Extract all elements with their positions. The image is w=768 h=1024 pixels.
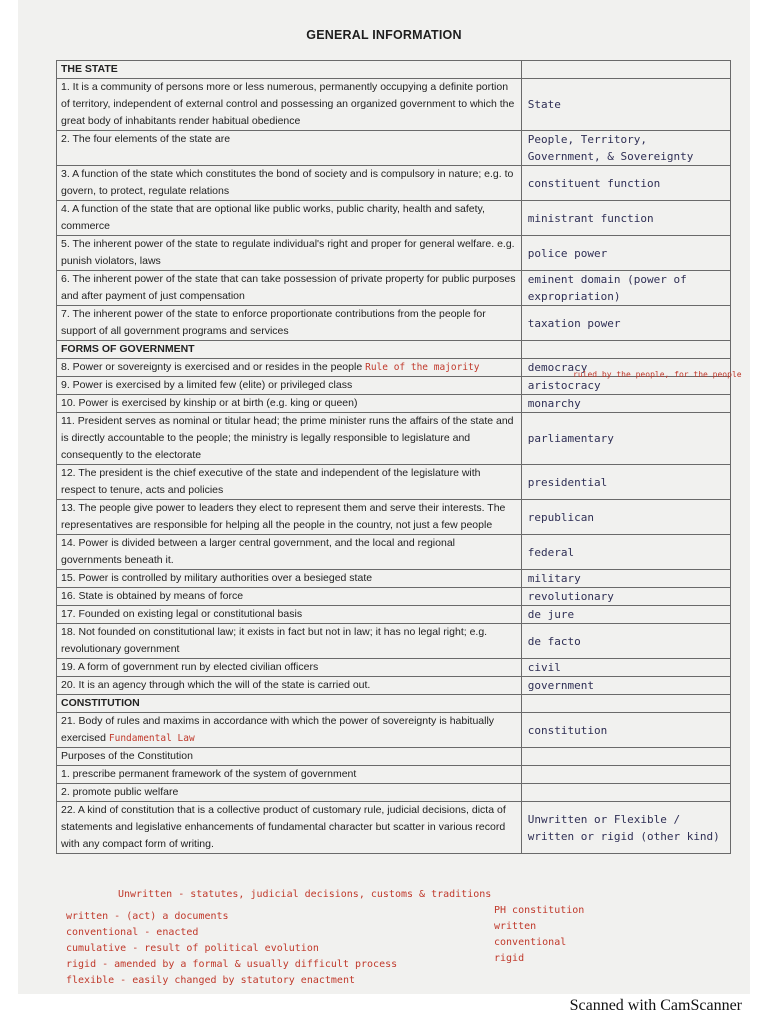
table-row bbox=[57, 79, 731, 131]
table-row bbox=[57, 306, 731, 341]
question-cell bbox=[57, 306, 522, 341]
table-row bbox=[57, 606, 731, 624]
table-row bbox=[57, 570, 731, 588]
table-row bbox=[57, 271, 731, 306]
question-cell bbox=[57, 166, 522, 201]
question-cell bbox=[57, 500, 522, 535]
answer-cell: monarchy bbox=[521, 395, 730, 413]
table-row bbox=[57, 659, 731, 677]
question-cell bbox=[57, 766, 522, 784]
question-text: 10. Power is exercised by kinship or at birth (e.g. king or queen) bbox=[61, 397, 358, 409]
question-cell bbox=[57, 677, 522, 695]
question-cell bbox=[57, 713, 522, 748]
question-cell bbox=[57, 535, 522, 570]
question-cell bbox=[57, 588, 522, 606]
handwritten-right-note: conventional bbox=[494, 937, 567, 948]
question-text: 3. A function of the state which constitutes the bond of society and is compulsory in nature; e.g. to govern, to protect, regulate relations bbox=[61, 168, 514, 197]
answer-cell: de jure bbox=[521, 606, 730, 624]
answer-cell: People, Territory, Government, & Sovereignty bbox=[521, 131, 730, 166]
answer-cell bbox=[521, 341, 730, 359]
table-row bbox=[57, 236, 731, 271]
question-text: 11. President serves as nominal or titular head; the prime minister runs the affairs of the state and is directly accountable to the people; the ministry is legally responsible to legislature and consequently to the electorate bbox=[61, 415, 514, 461]
table-row bbox=[57, 413, 731, 465]
handwritten-left-note: written - (act) a documents bbox=[66, 911, 229, 922]
question-text: 2. promote public welfare bbox=[61, 786, 179, 798]
table-row bbox=[57, 677, 731, 695]
answer-cell: government bbox=[521, 677, 730, 695]
question-text: 5. The inherent power of the state to regulate individual's right and proper for general welfare. e.g. punish violators, laws bbox=[61, 238, 515, 267]
handwritten-left-note: flexible - easily changed by statutory enactment bbox=[66, 975, 355, 986]
question-cell bbox=[57, 748, 522, 766]
section-row bbox=[57, 695, 731, 713]
question-cell bbox=[57, 624, 522, 659]
question-cell bbox=[57, 659, 522, 677]
answer-cell: constituent function bbox=[521, 166, 730, 201]
handwritten-left-note: conventional - enacted bbox=[66, 927, 199, 938]
answer-cell: State bbox=[521, 79, 730, 131]
question-text: 16. State is obtained by means of force bbox=[61, 590, 244, 602]
qa-table bbox=[56, 60, 731, 854]
answer-cell: military bbox=[521, 570, 730, 588]
answer-cell: ministrant function bbox=[521, 201, 730, 236]
answer-cell: eminent domain (power of expropriation) bbox=[521, 271, 730, 306]
table-row bbox=[57, 713, 731, 748]
handwritten-right-note: written bbox=[494, 921, 537, 932]
question-text: 13. The people give power to leaders they elect to represent them and serve their interests. The representatives are responsible for helping all the people in the country, not just a few people bbox=[61, 502, 506, 531]
answer-cell: federal bbox=[521, 535, 730, 570]
answer-cell: aristocracy bbox=[521, 377, 730, 395]
answer-cell bbox=[521, 61, 730, 79]
question-cell bbox=[57, 236, 522, 271]
question-text: 22. A kind of constitution that is a collective product of customary rule, judicial decisions, dicta of statements and legislative enhancements of fundamental character but scatter in various record with any compact form of writing. bbox=[61, 804, 506, 850]
question-text: 9. Power is exercised by a limited few (elite) or privileged class bbox=[61, 379, 353, 391]
question-text: 14. Power is divided between a larger central government, and the local and regional governments beneath it. bbox=[61, 537, 455, 566]
answer-cell: presidential bbox=[521, 465, 730, 500]
table-row bbox=[57, 395, 731, 413]
table-row bbox=[57, 588, 731, 606]
table-row bbox=[57, 535, 731, 570]
table-row bbox=[57, 131, 731, 166]
answer-cell: civil bbox=[521, 659, 730, 677]
handwritten-right-note: PH constitution bbox=[494, 905, 585, 916]
question-cell bbox=[57, 79, 522, 131]
question-cell bbox=[57, 784, 522, 802]
table-row bbox=[57, 802, 731, 854]
handwritten-left-note: cumulative - result of political evolution bbox=[66, 943, 319, 954]
question-text: 12. The president is the chief executive of the state and independent of the legislature with respect to tenure, acts and policies bbox=[61, 467, 481, 496]
question-cell bbox=[57, 201, 522, 236]
handwritten-note: Rule of the majority bbox=[365, 362, 480, 373]
table-row bbox=[57, 748, 731, 766]
question-text: 21. Body of rules and maxims in accordance with which the power of sovereignty is habitually exercised bbox=[61, 715, 495, 744]
handwritten-side-note: ruled by the people, for the people bbox=[573, 370, 742, 379]
answer-cell bbox=[521, 766, 730, 784]
question-text: 18. Not founded on constitutional law; it exists in fact but not in law; it has no legal right; e.g. revolutionary government bbox=[61, 626, 488, 655]
question-text: 1. It is a community of persons more or less numerous, permanently occupying a definite portion of territory, independent of external control and possessing an organized government to which the great body of inhabitants render habitual obedience bbox=[61, 81, 515, 127]
question-cell bbox=[57, 570, 522, 588]
section-row bbox=[57, 61, 731, 79]
question-text: 15. Power is controlled by military authorities over a besieged state bbox=[61, 572, 373, 584]
answer-cell: parliamentary bbox=[521, 413, 730, 465]
answer-cell bbox=[521, 695, 730, 713]
question-text: 1. prescribe permanent framework of the system of government bbox=[61, 768, 357, 780]
question-text: 8. Power or sovereignty is exercised and or resides in the people bbox=[61, 361, 363, 373]
question-cell bbox=[57, 377, 522, 395]
question-cell bbox=[57, 359, 522, 377]
answer-cell bbox=[521, 784, 730, 802]
question-text: 6. The inherent power of the state that can take possession of private property for public purposes and after payment of just compensation bbox=[61, 273, 516, 302]
handwritten-margin-note: Unwritten - statutes, judicial decisions, customs & traditions bbox=[118, 889, 492, 900]
question-cell bbox=[57, 395, 522, 413]
question-text: 2. The four elements of the state are bbox=[61, 133, 231, 145]
table-row bbox=[57, 201, 731, 236]
table-row bbox=[57, 465, 731, 500]
table-row bbox=[57, 784, 731, 802]
handwritten-right-note: rigid bbox=[494, 953, 525, 964]
answer-cell: de facto bbox=[521, 624, 730, 659]
question-text: Purposes of the Constitution bbox=[61, 750, 193, 762]
question-cell bbox=[57, 606, 522, 624]
document-sheet bbox=[18, 0, 750, 994]
question-text: 20. It is an agency through which the will of the state is carried out. bbox=[61, 679, 371, 691]
table-row bbox=[57, 766, 731, 784]
handwritten-left-note: rigid - amended by a formal & usually difficult process bbox=[66, 959, 398, 970]
section-heading: THE STATE bbox=[57, 61, 522, 79]
section-heading: FORMS OF GOVERNMENT bbox=[57, 341, 522, 359]
scanner-footer: Scanned with CamScanner bbox=[569, 997, 742, 1014]
question-cell bbox=[57, 271, 522, 306]
question-cell bbox=[57, 465, 522, 500]
question-text: 19. A form of government run by elected civilian officers bbox=[61, 661, 319, 673]
answer-cell: revolutionary bbox=[521, 588, 730, 606]
answer-cell: Unwritten or Flexible / written or rigid (other kind) bbox=[521, 802, 730, 854]
answer-cell: democracy bbox=[521, 359, 730, 377]
answer-cell: constitution bbox=[521, 713, 730, 748]
question-text: 7. The inherent power of the state to enforce proportionate contributions from the people for support of all government programs and services bbox=[61, 308, 486, 337]
answer-cell: republican bbox=[521, 500, 730, 535]
section-heading: CONSTITUTION bbox=[57, 695, 522, 713]
question-cell bbox=[57, 802, 522, 854]
table-row bbox=[57, 624, 731, 659]
answer-cell bbox=[521, 748, 730, 766]
answer-cell: police power bbox=[521, 236, 730, 271]
page-title: GENERAL INFORMATION bbox=[306, 28, 462, 42]
question-text: 4. A function of the state that are optional like public works, public charity, health and safety, commerce bbox=[61, 203, 485, 232]
question-text: 17. Founded on existing legal or constitutional basis bbox=[61, 608, 303, 620]
table-row bbox=[57, 166, 731, 201]
answer-cell: taxation power bbox=[521, 306, 730, 341]
section-row bbox=[57, 341, 731, 359]
handwritten-note: Fundamental Law bbox=[108, 733, 195, 744]
question-cell bbox=[57, 413, 522, 465]
question-cell bbox=[57, 131, 522, 166]
table-row bbox=[57, 500, 731, 535]
qa-table-body bbox=[57, 61, 731, 854]
